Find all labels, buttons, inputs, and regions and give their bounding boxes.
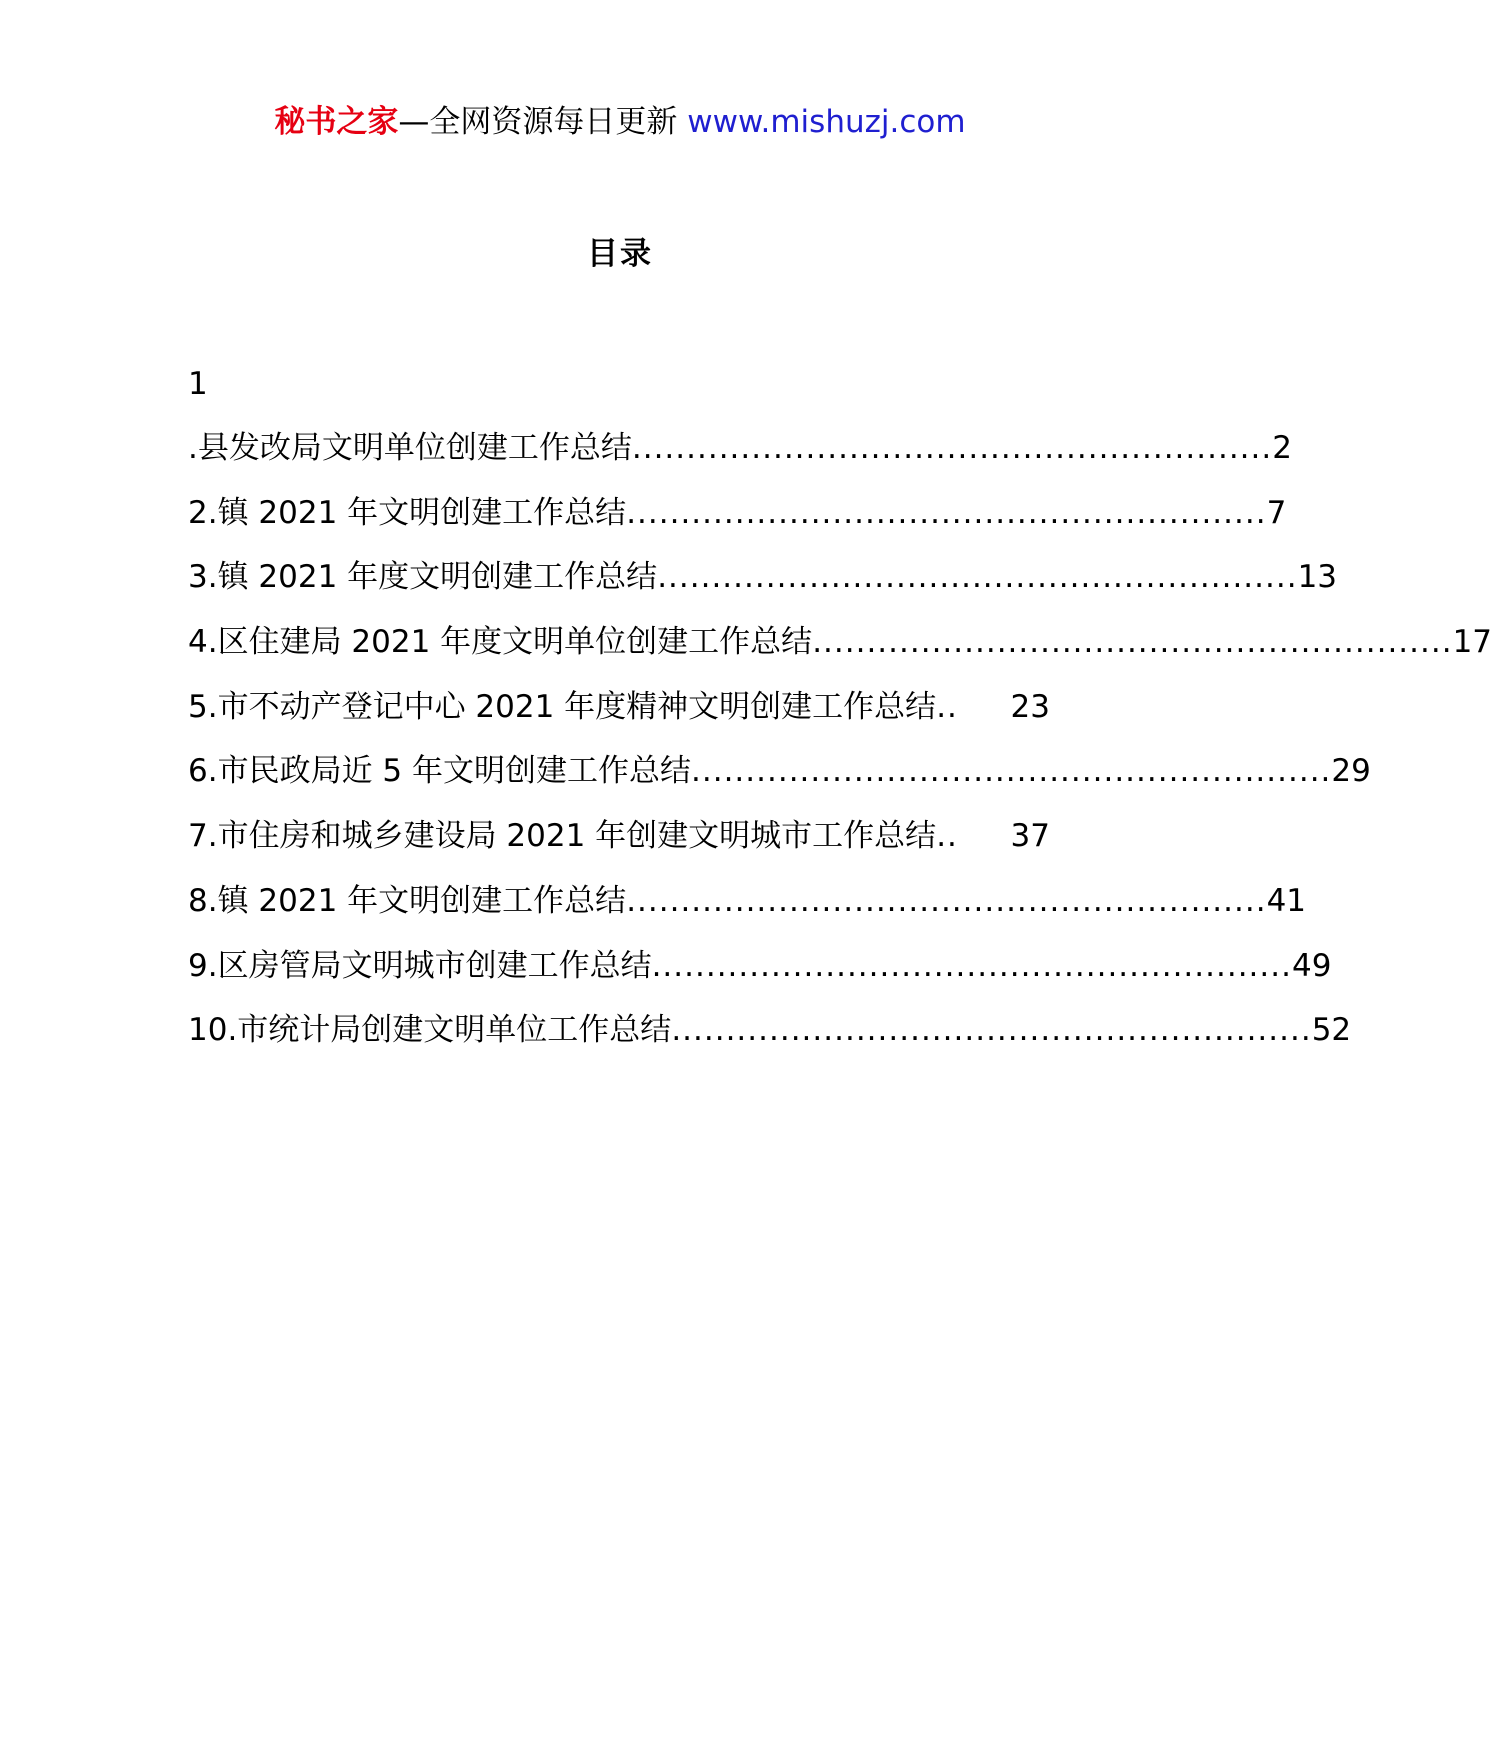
toc-entry[interactable] <box>188 426 1292 491</box>
toc-entry[interactable] <box>188 814 1050 879</box>
toc-entry-title: 9.区房管局文明城市创建工作总结 <box>188 947 652 984</box>
site-header <box>0 100 1240 144</box>
toc-entry[interactable] <box>188 749 1371 814</box>
toc-first-number: 1 <box>188 366 208 402</box>
toc-entry[interactable] <box>188 685 1050 750</box>
toc-entry-title: 3.镇 2021 年度文明创建工作总结 <box>188 559 658 596</box>
toc-entry-leader: ........................................................... <box>626 494 1267 531</box>
toc-entry-leader: ........................................................... <box>691 753 1332 790</box>
toc-entry-title: 5.市不动产登记中心 2021 年度精神文明创建工作总结 <box>188 688 937 725</box>
toc-entry-title: 2.镇 2021 年文明创建工作总结 <box>188 494 627 531</box>
toc-entry-title: 7.市住房和城乡建设局 2021 年创建文明城市工作总结 <box>188 818 937 855</box>
toc-entry-page: 7 <box>1266 494 1287 531</box>
toc-entry-leader: ........................................................... <box>812 624 1453 661</box>
toc-entry-title: .县发改局文明单位创建工作总结 <box>188 430 632 466</box>
toc-entry-page: 29 <box>1331 753 1371 790</box>
toc-entry-leader: ........................................................... <box>631 430 1273 466</box>
toc-entry-title: 10.市统计局创建文明单位工作总结 <box>188 1012 672 1049</box>
toc-entry-page: 49 <box>1291 947 1332 984</box>
toc-entry-page: 52 <box>1311 1012 1352 1049</box>
toc-entry[interactable] <box>188 491 1287 556</box>
toc-entry[interactable] <box>188 1008 1352 1073</box>
toc-entry-title: 6.市民政局近 5 年文明创建工作总结 <box>188 753 692 790</box>
toc-entry-page: 23 <box>1010 688 1050 725</box>
toc-entry[interactable] <box>188 879 1307 944</box>
toc-entry-page: 2 <box>1272 430 1292 466</box>
toc-list <box>188 426 1492 1073</box>
brand-name: 秘书之家 <box>274 104 399 140</box>
toc-entry-title: 4.区住建局 2021 年度文明单位创建工作总结 <box>188 624 813 661</box>
toc-title: 目录 <box>587 236 653 272</box>
toc-entry-leader: ........................................................... <box>651 947 1292 984</box>
toc-entry-page: 17 <box>1452 624 1492 661</box>
toc-entry[interactable] <box>188 620 1492 685</box>
toc-entry-title: 8.镇 2021 年文明创建工作总结 <box>188 882 627 919</box>
site-url-link[interactable]: www.mishuzj.com <box>687 104 966 140</box>
toc-entry-page: 41 <box>1266 882 1307 919</box>
toc-entry-page: 37 <box>1010 818 1050 855</box>
toc-entry-leader: ........................................................... <box>657 559 1298 596</box>
toc-entry[interactable] <box>188 555 1338 620</box>
toc-entry-leader: ........................................................... <box>626 882 1267 919</box>
toc-entry-page: 13 <box>1297 559 1338 596</box>
toc-entry-leader: .. <box>936 818 958 855</box>
slogan-text: —全网资源每日更新 <box>398 104 688 140</box>
toc-entry[interactable] <box>188 944 1332 1009</box>
toc-entry-leader: .. <box>936 688 958 725</box>
toc-entry-leader: ........................................................... <box>671 1012 1312 1049</box>
